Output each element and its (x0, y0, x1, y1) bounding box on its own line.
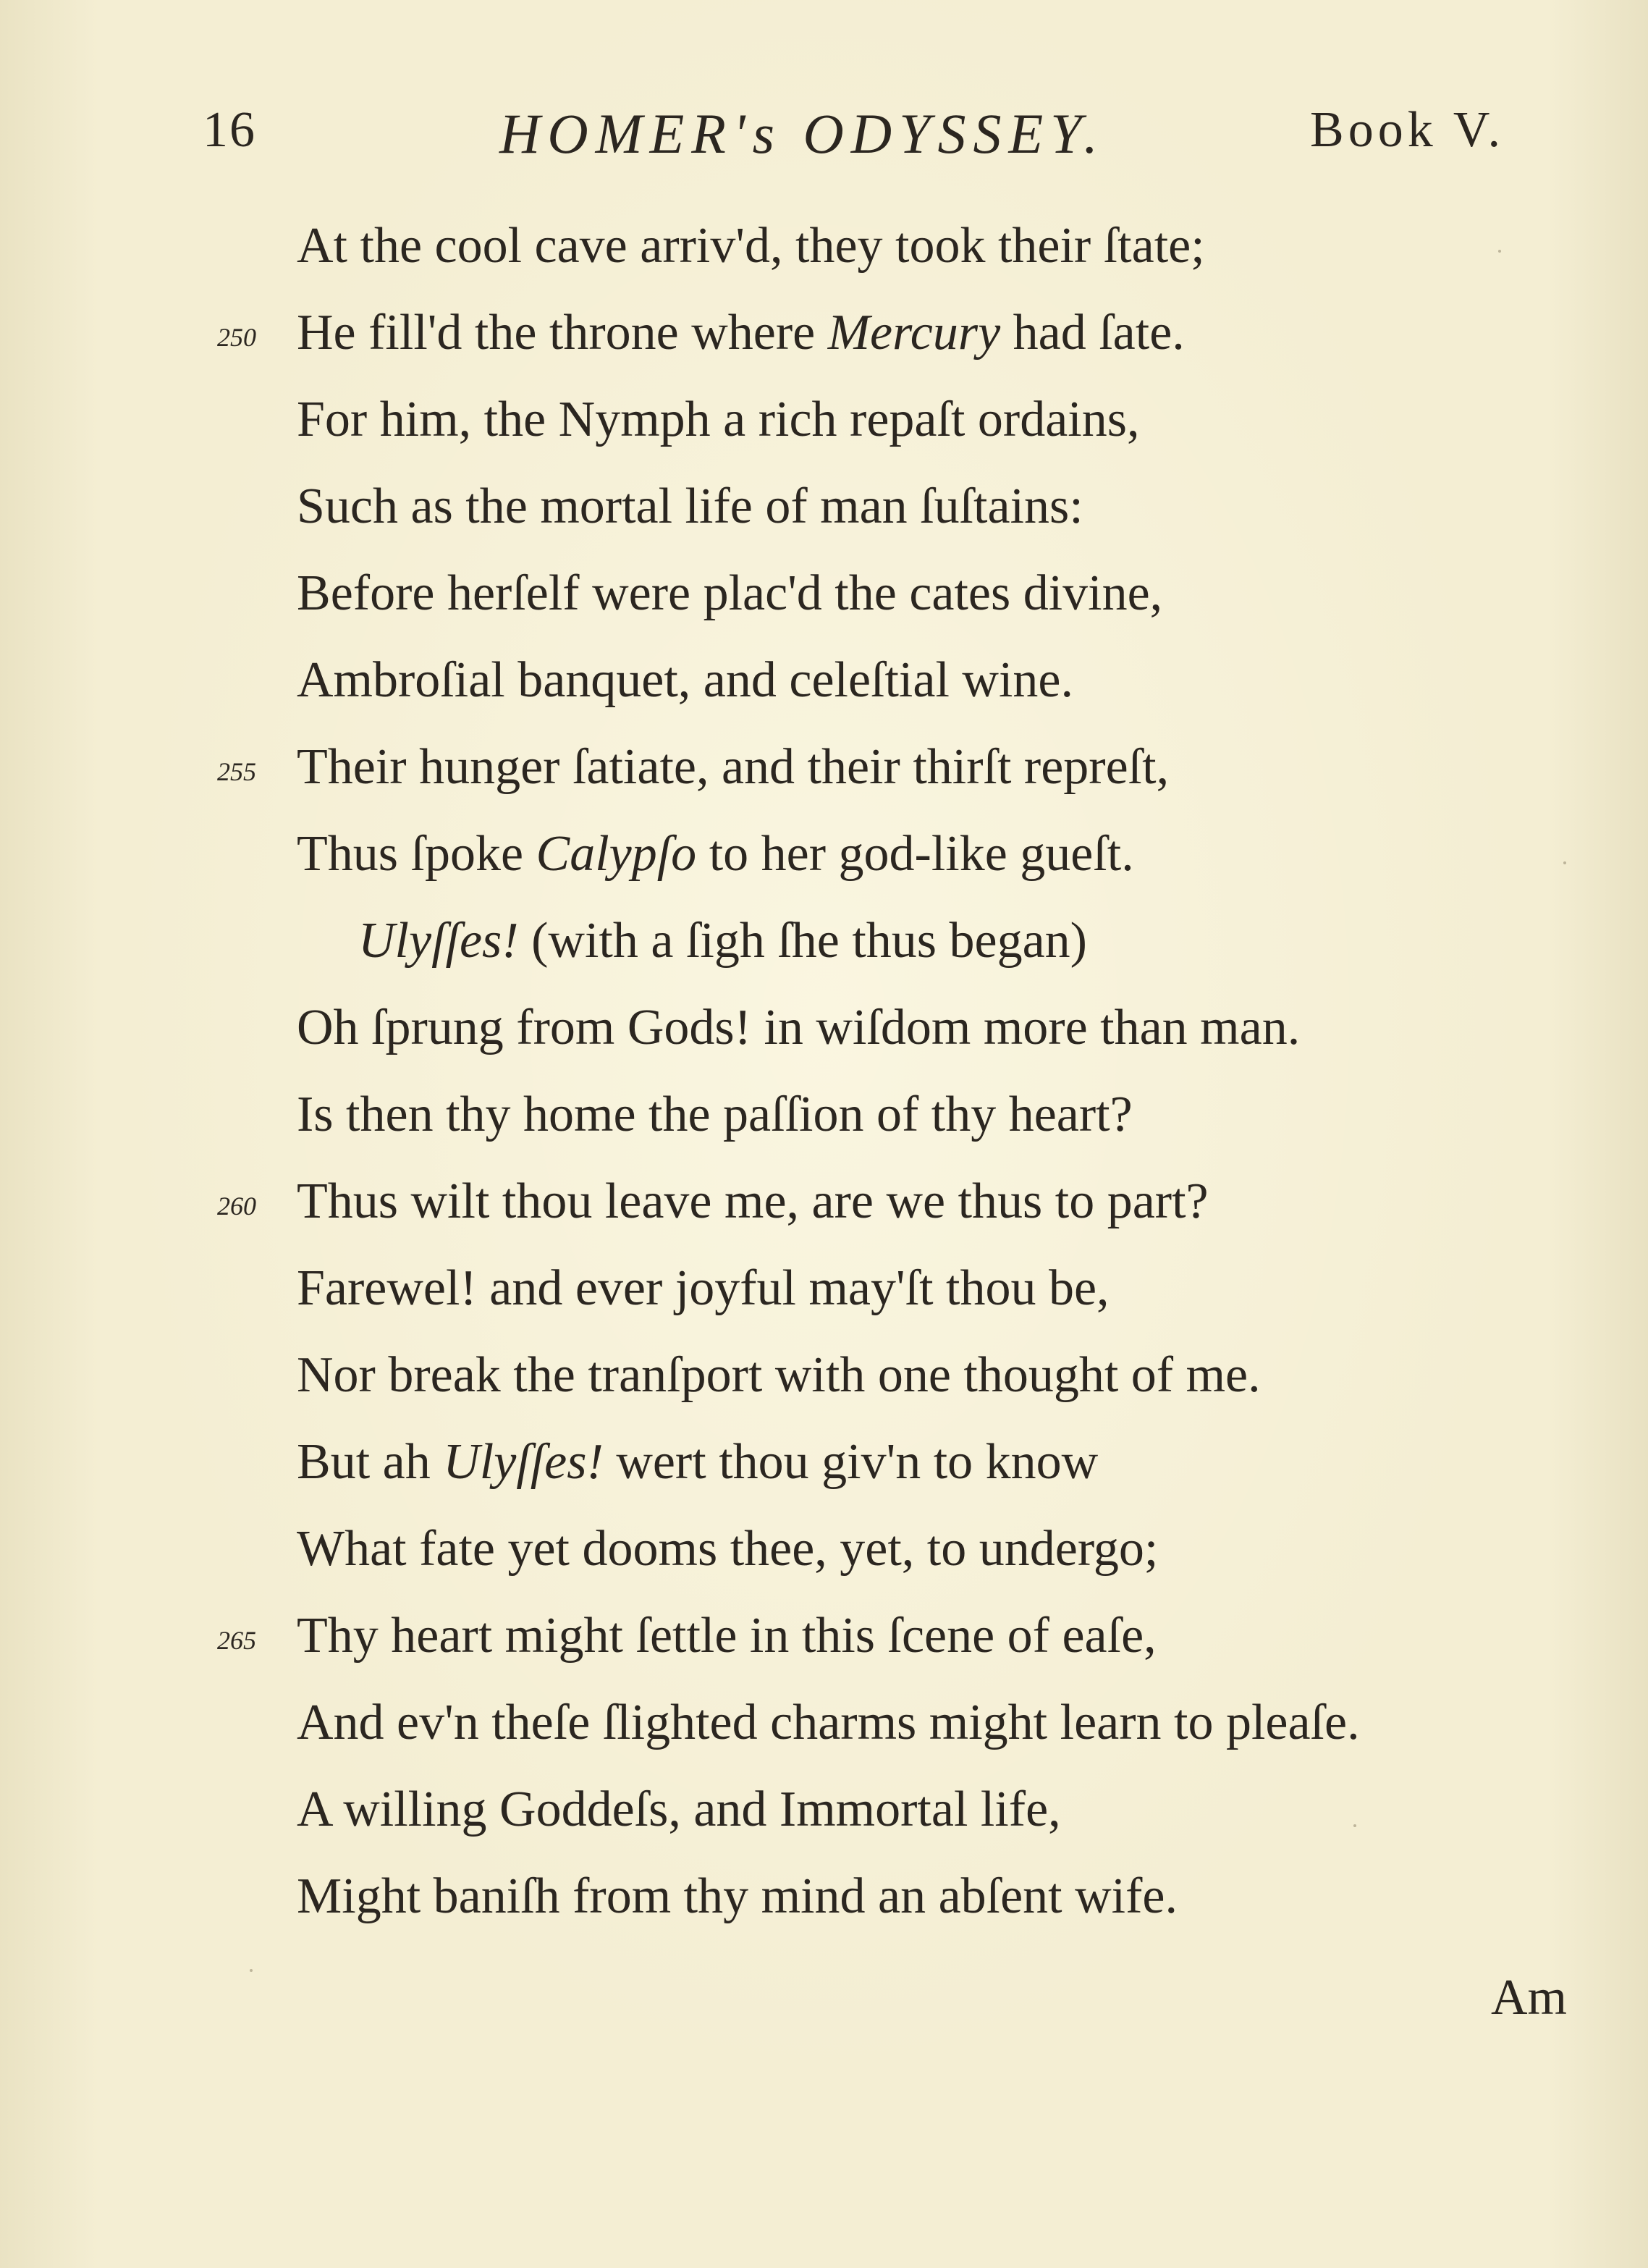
verse-text: Oh ſprung from Gods! in wiſdom more than man. (297, 1000, 1301, 1055)
verse-line (0, 290, 1648, 376)
paper-speck (250, 1969, 253, 1972)
verse-line (0, 1332, 1648, 1419)
verse-text: But ah Ulyſſes! wert thou giv'n to know (297, 1434, 1099, 1490)
verse-text: What fate yet dooms thee, yet, to undergo; (297, 1521, 1159, 1577)
verse-line (0, 463, 1648, 550)
verse-text: Ambroſial banquet, and celeſtial wine. (297, 652, 1073, 708)
line-number: 255 (217, 757, 256, 786)
verse-text: And ev'n theſe ſlighted charms might learn to pleaſe. (297, 1695, 1360, 1750)
line-number: 260 (217, 1192, 256, 1221)
verse-text: Might baniſh from thy mind an abſent wife. (297, 1868, 1178, 1924)
verse-line (0, 811, 1648, 898)
name-ulysses: Ulyſſes! (358, 913, 519, 969)
verse-block (0, 203, 1648, 1940)
verse-line (0, 1766, 1648, 1853)
verse-text: At the cool cave arriv'd, they took their ſtate; (297, 218, 1205, 274)
name-mercury: Mercury (827, 305, 1001, 361)
verse-text: For him, the Nymph a rich repaſt ordains, (297, 392, 1140, 447)
verse-text: Before herſelf were plac'd the cates divine, (297, 565, 1163, 621)
verse-text: Ulyſſes! (with a ſigh ſhe thus began) (358, 913, 1087, 969)
catchword: Am (1491, 1970, 1567, 2025)
verse-line (0, 1593, 1648, 1679)
page-number: 16 (203, 102, 256, 158)
verse-line (0, 1245, 1648, 1332)
verse-line (0, 376, 1648, 463)
verse-line (0, 1158, 1648, 1245)
verse-line (0, 637, 1648, 724)
verse-line (0, 985, 1648, 1071)
verse-text: Their hunger ſatiate, and their thirſt repreſt, (297, 739, 1170, 795)
verse-text: Thus ſpoke Calypſo to her god-like gueſt. (297, 826, 1134, 882)
verse-text: Such as the mortal life of man ſuſtains: (297, 479, 1083, 534)
verse-line (0, 898, 1648, 985)
verse-line (0, 1506, 1648, 1593)
verse-text: He fill'd the throne where Mercury had ſate. (297, 305, 1185, 361)
verse-text: Is then thy home the paſſion of thy heart? (297, 1087, 1133, 1142)
paper-speck (1353, 1824, 1356, 1827)
verse-line (0, 203, 1648, 290)
verse-text: Thus wilt thou leave me, are we thus to part? (297, 1173, 1209, 1229)
verse-line (0, 550, 1648, 637)
verse-line (0, 1419, 1648, 1506)
name-ulysses: Ulyſſes! (443, 1434, 604, 1490)
name-calypso: Calypſo (536, 826, 697, 882)
verse-text: Thy heart might ſettle in this ſcene of eaſe, (297, 1608, 1157, 1664)
page-header (0, 101, 1648, 174)
book-label: Book V. (1310, 102, 1505, 158)
verse-text: A willing Goddeſs, and Immortal life, (297, 1782, 1061, 1837)
verse-line (0, 1853, 1648, 1940)
verse-line (0, 1679, 1648, 1766)
verse-text: Nor break the tranſport with one thought of me. (297, 1347, 1261, 1403)
verse-text: Farewel! and ever joyful may'ſt thou be, (297, 1260, 1110, 1316)
line-number: 265 (217, 1626, 256, 1655)
paper-speck (1498, 250, 1501, 253)
verse-line (0, 1071, 1648, 1158)
paper-speck (1563, 861, 1566, 864)
line-number: 250 (217, 323, 256, 352)
running-title: HOMER's ODYSSEY. (499, 102, 1105, 165)
verse-line (0, 724, 1648, 811)
